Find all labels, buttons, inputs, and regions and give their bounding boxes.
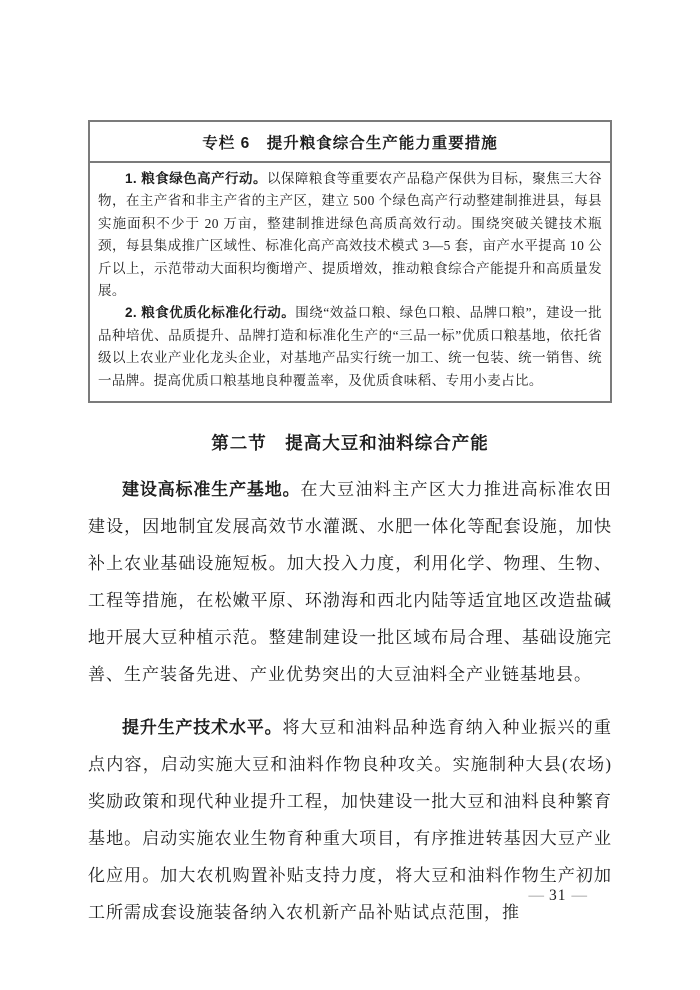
box-paragraph-2	[98, 302, 602, 392]
page-footer	[524, 887, 593, 905]
box-paragraph-1-lead: 1. 粮食绿色高产行动。	[125, 171, 267, 186]
body-paragraph-1-lead: 建设高标准生产基地。	[122, 480, 301, 500]
box-paragraph-2-lead: 2. 粮食优质化标准化行动。	[125, 305, 296, 321]
box-paragraph-1-text: 以保障粮食等重要农产品稳产保供为目标，聚焦三大谷物，在主产省和非主产省的主产区，建立 500 个绿色高产行动整建制推进县，每县实施面积不少于 20 万亩，整建制推进绿色高质高效行动。围绕突破关键技术瓶颈，每县集成推广区域性、标准化高产高效技术模式 3—5 套，亩产水平提高 10 公斤以上，示范带动大面积均衡增产、提质增效，推动粮食综合产能提升和高质量发展。	[98, 171, 603, 299]
footer-right-dash: —	[571, 887, 587, 904]
feature-box	[88, 120, 612, 403]
body-paragraph-1	[88, 471, 612, 693]
body-paragraph-2-text: 将大豆和油料品种选育纳入种业振兴的重点内容，启动实施大豆和油料作物良种攻关。实施制种大县(农场)奖励政策和现代种业提升工程，加快建设一批大豆和油料良种繁育基地。启动实施农业生物育种重大项目，有序推进转基因大豆产业化应用。加大农机购置补贴支持力度，将大豆和油料作物生产初加工所需成套设施装备纳入农机新产品补贴试点范围，推	[88, 718, 613, 923]
feature-box-title: 专栏 6 提升粮食综合生产能力重要措施	[90, 122, 610, 163]
page-number: 31	[549, 887, 567, 904]
feature-box-body	[90, 163, 610, 401]
body-paragraph-1-text: 在大豆油料主产区大力推进高标准农田建设，因地制宜发展高效节水灌溉、水肥一体化等配套设施，加快补上农业基础设施短板。加大投入力度，利用化学、物理、生物、工程等措施，在松嫩平原、环渤海和西北内陆等适宜地区改造盐碱地开展大豆种植示范。整建制建设一批区域布局合理、基础设施完善、生产装备先进、产业优势突出的大豆油料全产业链基地县。	[88, 480, 613, 685]
footer-left-dash: —	[528, 887, 544, 904]
body-paragraph-2-lead: 提升生产技术水平。	[122, 718, 283, 738]
box-paragraph-2-text: 围绕“效益口粮、绿色口粮、品牌口粮”，建设一批品种培优、品质提升、品牌打造和标准化生产的“三品一标”优质口粮基地，依托省级以上农业产业化龙头企业，对基地产品实行统一加工、统一包装、统一销售、统一品牌。提高优质口粮基地良种覆盖率，及优质食味稻、专用小麦占比。	[98, 305, 603, 388]
text-column	[88, 120, 612, 931]
section-heading: 第二节 提高大豆和油料综合产能	[211, 433, 489, 454]
box-paragraph-1	[98, 168, 602, 302]
